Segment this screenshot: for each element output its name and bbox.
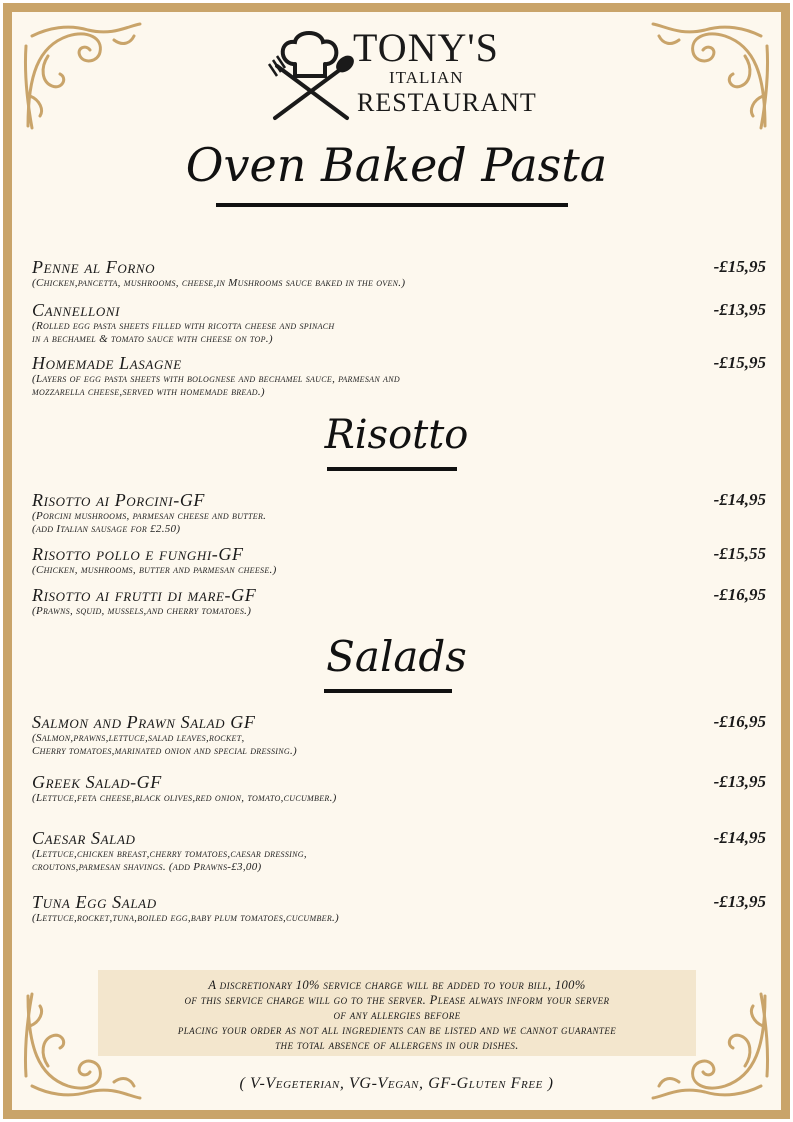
menu-item-name: Tuna Egg Salad (32, 892, 157, 912)
menu-item-name: Risotto ai Porcini-GF (32, 490, 206, 510)
service-charge-notice (98, 970, 696, 1056)
menu-item-desc: (Lettuce,chicken breast,cherry tomatoes,caesar dressing, (32, 848, 307, 860)
menu-item-price: -£15,95 (713, 353, 766, 372)
menu-item-name: Greek Salad-GF (32, 772, 162, 792)
brand-subtitle: ITALIAN (389, 68, 464, 87)
section-title-risotto: Risotto (324, 412, 469, 458)
menu-item-price: -£13,95 (713, 300, 766, 319)
menu-item-desc: (Rolled egg pasta sheets filled with ricotta cheese and spinach (32, 320, 335, 332)
menu-item (32, 490, 772, 536)
menu-item-desc: (Prawns, squid, mussels,and cherry tomatoes.) (32, 605, 252, 617)
menu-item-desc: (Chicken,pancetta, mushrooms, cheese,in Mushrooms sauce baked in the oven.) (32, 277, 406, 289)
menu-item (32, 712, 772, 758)
menu-item-price: -£15,95 (713, 257, 766, 276)
menu-item-desc: (add Italian sausage for £2.50) (32, 523, 181, 535)
notice-line: of any allergies before (333, 1008, 461, 1022)
menu-item (32, 892, 772, 925)
menu-item-name: Homemade Lasagne (32, 353, 182, 373)
notice-line: of this service charge will go to the server. Please always inform your server (184, 993, 610, 1007)
menu-item (32, 257, 772, 290)
corner-flourish-icon (18, 16, 148, 136)
menu-item-name: Cannelloni (32, 300, 121, 320)
menu-item-desc: (Lettuce,rocket,tuna,boiled egg,baby plum tomatoes,cucumber.) (32, 912, 340, 924)
menu-item-desc: (Porcini mushrooms, parmesan cheese and butter. (32, 510, 267, 522)
chef-hat-crossed-cutlery-icon (265, 26, 357, 122)
brand-name: TONY'S (353, 25, 499, 70)
menu-item-name: Salmon and Prawn Salad GF (32, 712, 256, 732)
menu-item (32, 772, 772, 805)
menu-item (32, 544, 772, 577)
corner-flourish-icon (645, 16, 775, 136)
notice-line: placing your order as not all ingredients can be listed and we cannot guarantee (177, 1023, 617, 1037)
section-underline (216, 203, 568, 207)
menu-item-desc: mozzarella cheese,served with homemade bread.) (32, 386, 265, 398)
menu-item-desc: (Layers of egg pasta sheets with bolognese and bechamel sauce, parmesan and (32, 373, 400, 385)
section-title-pasta: Oven Baked Pasta (185, 138, 608, 192)
menu-item-price: -£16,95 (713, 585, 766, 604)
menu-item (32, 828, 772, 874)
notice-line: A discretionary 10% service charge will be added to your bill, 100% (208, 978, 586, 992)
notice-line: the total absence of allergens in our dishes. (275, 1038, 519, 1052)
menu-item-desc: in a bechamel & tomato sauce with cheese on top.) (32, 333, 273, 345)
dietary-legend: ( V-Vegeterian, VG-Vegan, GF-Gluten Free ) (239, 1075, 554, 1092)
menu-item-name: Penne al Forno (32, 257, 156, 277)
menu-item-name: Risotto ai frutti di mare-GF (32, 585, 257, 605)
menu-item-price: -£15,55 (713, 544, 766, 563)
section-underline (324, 689, 452, 693)
menu-item-price: -£14,95 (713, 490, 766, 509)
section-underline (327, 467, 457, 471)
menu-item-desc: (Chicken, mushrooms, butter and parmesan cheese.) (32, 564, 277, 576)
menu-item-price: -£13,95 (713, 772, 766, 791)
menu-item-name: Risotto pollo e funghi-GF (32, 544, 244, 564)
menu-item (32, 585, 772, 618)
menu-item (32, 300, 772, 346)
brand-subtitle-2: RESTAURANT (357, 88, 537, 117)
menu-item-name: Caesar Salad (32, 828, 136, 848)
menu-item-desc: (Lettuce,feta cheese,black olives,red onion, tomato,cucumber.) (32, 792, 337, 804)
menu-item-desc: croutons,parmesan shavings. (add Prawns-£3,00) (32, 861, 262, 873)
menu-item-price: -£14,95 (713, 828, 766, 847)
menu-item (32, 353, 772, 399)
menu-item-desc: Cherry tomatoes,marinated onion and special dressing.) (32, 745, 297, 757)
menu-item-price: -£16,95 (713, 712, 766, 731)
section-title-salads: Salads (326, 632, 467, 681)
menu-item-price: -£13,95 (713, 892, 766, 911)
menu-item-desc: (Salmon,prawns,lettuce,salad leaves,rocket, (32, 732, 245, 744)
restaurant-logo (265, 22, 537, 122)
